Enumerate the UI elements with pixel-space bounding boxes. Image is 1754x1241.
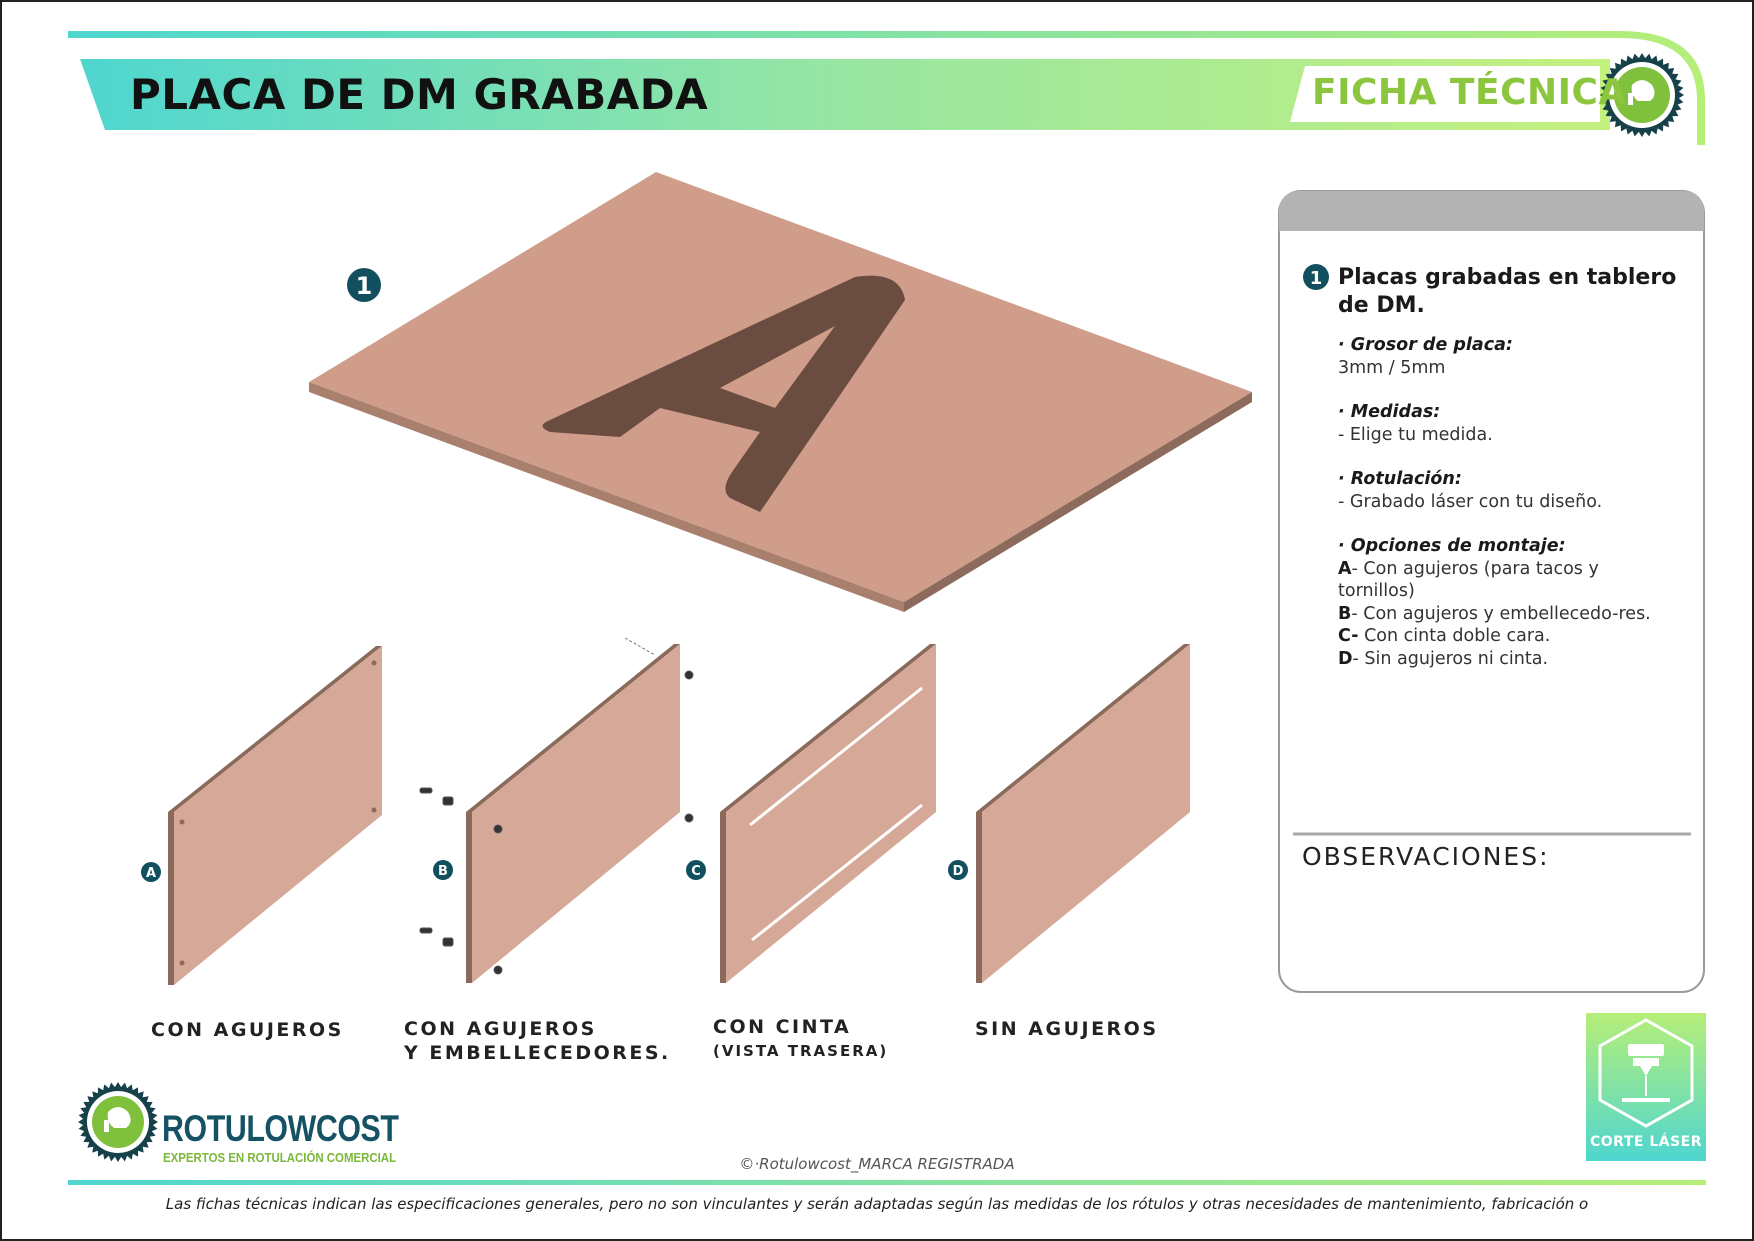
rotulacion-value: - Grabado láser con tu diseño. [1338, 491, 1603, 512]
option-c: C- Con cinta doble cara. [1338, 626, 1551, 646]
medidas-value: - Elige tu medida. [1338, 424, 1493, 445]
badge-d: D [952, 864, 964, 879]
brand-tagline: EXPERTOS EN ROTULACIÓN COMERCIAL [163, 1150, 397, 1165]
badge-a: A [145, 866, 157, 881]
main-board-illustration [309, 172, 1252, 612]
grosor-label: · Grosor de placa: [1338, 335, 1513, 355]
copyright-notice: ©·Rotulowcost_MARCA REGISTRADA [739, 1155, 1015, 1173]
option-b: B- Con agujeros y embellecedo-res. [1338, 603, 1651, 624]
option-a: A- Con agujeros (para tacos y tornillos) [1338, 558, 1599, 601]
brand-logo-icon [78, 1082, 158, 1162]
grosor-value: 3mm / 5mm [1338, 357, 1446, 378]
spec-body [1338, 334, 1668, 670]
badge-c: C [691, 864, 701, 879]
main-product-number: 1 [355, 272, 373, 300]
board-variant-a [168, 646, 382, 985]
disclaimer-text: Las fichas técnicas indican las especificaciones generales, pero no son vinculantes y serán adaptadas según las medidas de los rótulos y otras necesidades de mantenimiento, fabricación o [165, 1195, 1589, 1213]
board-variant-c [720, 644, 936, 983]
page-title: PLACA DE DM GRABADA [130, 70, 709, 119]
badge-b: B [438, 864, 448, 879]
board-variant-d [976, 644, 1190, 983]
caption-a: CON AGUJEROS [151, 1019, 344, 1041]
spec-number: 1 [1309, 268, 1323, 289]
ficha-tecnica-label: FICHA TÉCNICA [1312, 72, 1627, 113]
observaciones-label: OBSERVACIONES: [1302, 842, 1550, 871]
medidas-label: · Medidas: [1338, 402, 1441, 422]
laser-cut-label: CORTE LÁSER [1590, 1134, 1702, 1150]
board-variant-b [420, 638, 693, 983]
caption-b: CON AGUJEROS Y EMBELLECEDORES. [404, 1018, 671, 1064]
brand-name: ROTULOWCOST [162, 1108, 399, 1149]
caption-c: CON CINTA (VISTA TRASERA) [713, 1016, 889, 1060]
caption-d: SIN AGUJEROS [975, 1018, 1159, 1040]
option-d: D- Sin agujeros ni cinta. [1338, 648, 1549, 669]
opciones-label: · Opciones de montaje: [1338, 536, 1566, 556]
footer-decoration [68, 1180, 1706, 1185]
rotulacion-label: · Rotulación: [1338, 469, 1462, 489]
spec-title: Placas grabadas en tablero de DM. [1338, 265, 1677, 318]
